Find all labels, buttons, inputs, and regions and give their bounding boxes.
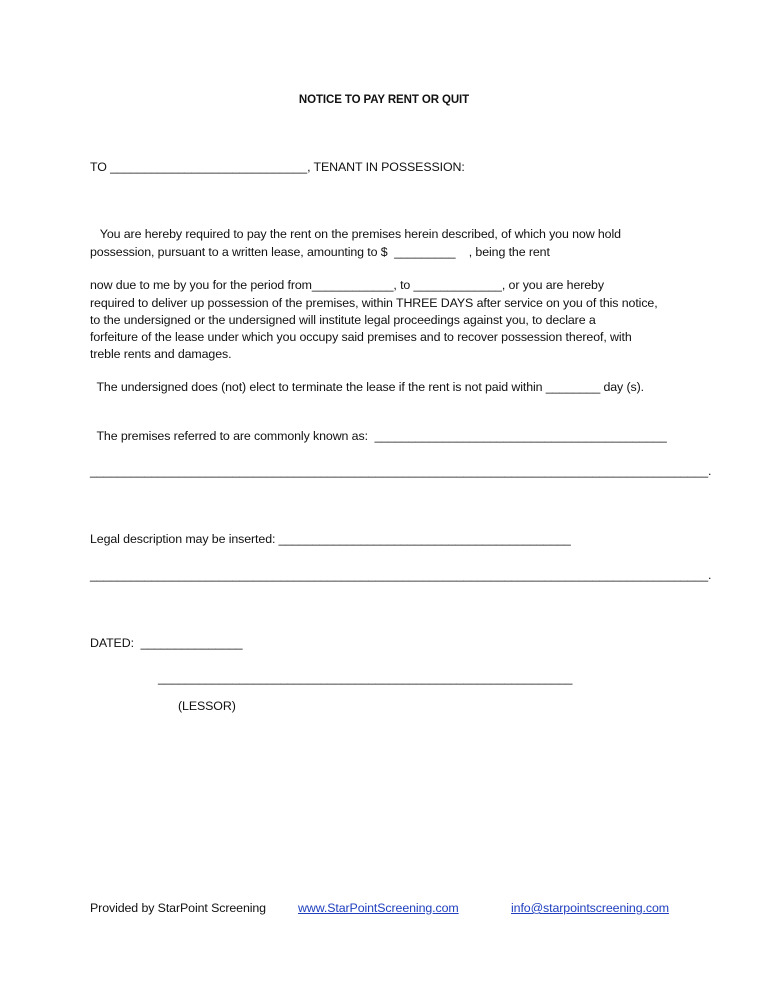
document-title: NOTICE TO PAY RENT OR QUIT [298, 94, 470, 106]
premises-line: The premises referred to are commonly known as: ___________________________________________ [90, 429, 667, 443]
legal-description-line: Legal description may be inserted: ___________________________________________ [90, 532, 571, 546]
signature-line: _____________________________________________________________ [158, 671, 573, 685]
premises-continuation-line: ___________________________________________________________________________________________. [90, 464, 712, 478]
body-line-6: forfeiture of the lease under which you occupy said premises and to recover possession thereof, with [90, 330, 632, 344]
footer-email-link[interactable]: info@starpointscreening.com [511, 901, 669, 915]
body-line-3: now due to me by you for the period from____________, to _____________, or you are hereby [90, 278, 604, 292]
dated-line: DATED: _______________ [90, 636, 243, 650]
body-line-1: You are hereby required to pay the rent on the premises herein described, of which you now hold [90, 227, 621, 241]
lessor-label: (LESSOR) [178, 699, 236, 713]
legal-description-continuation-line: ___________________________________________________________________________________________. [90, 568, 712, 582]
body-line-2: possession, pursuant to a written lease, amounting to $ _________ , being the rent [90, 245, 550, 259]
to-tenant-line: TO _____________________________, TENANT IN POSSESSION: [90, 160, 465, 174]
footer-website-link[interactable]: www.StarPointScreening.com [298, 901, 459, 915]
terminate-lease-line: The undersigned does (not) elect to terminate the lease if the rent is not paid within ________ day (s). [90, 380, 644, 394]
body-line-7: treble rents and damages. [90, 347, 232, 361]
footer-provided-by: Provided by StarPoint Screening [90, 901, 266, 915]
body-line-4: required to deliver up possession of the premises, within THREE DAYS after service on you of this notice, [90, 296, 658, 310]
body-line-5: to the undersigned or the undersigned will institute legal proceedings against you, to declare a [90, 313, 596, 327]
